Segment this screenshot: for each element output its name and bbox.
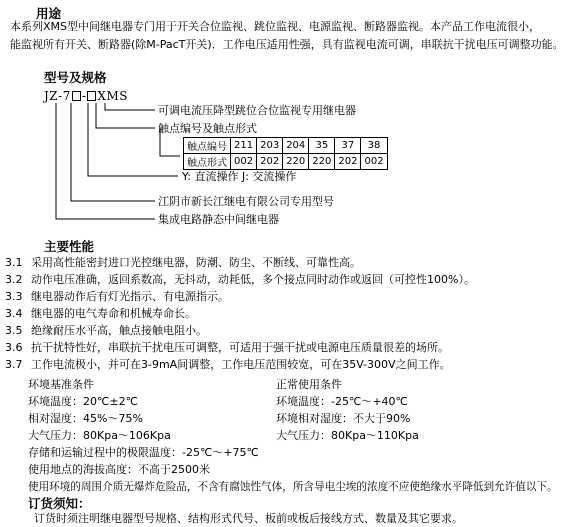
model-label-4: 江阴市新长江继电有限公司专用型号	[158, 195, 334, 208]
model-label-5: 集成电路静态中间继电器	[158, 213, 279, 226]
env-left-line: 大气压力：80Kpa～106Kpa	[28, 429, 171, 442]
feature-item	[5, 358, 451, 372]
table-cell: 触点编号	[184, 138, 231, 154]
feature-item	[5, 307, 196, 321]
feature-text: 继电器动作后有灯光指示、有电源指示。	[31, 290, 229, 303]
table-cell: 220	[309, 154, 335, 170]
table-cell: 204	[283, 138, 309, 154]
env-right-title: 正常使用条件	[276, 378, 342, 391]
usage-text-line-2: 能监视所有开关、断路器(除M-PacT开关)．工作电压适用性强，具有监视电流可调，串联抗干扰电压可调整功能。	[10, 38, 564, 51]
table-cell: 211	[231, 138, 257, 154]
feature-number: 3.7	[5, 358, 23, 371]
env-right-line: 环境相对湿度：不大于90%	[276, 412, 411, 425]
feature-number: 3.2	[5, 273, 23, 286]
table-cell: 触点形式	[184, 154, 231, 170]
feature-text: 工作电流极小，并可在3-9mA间调整，工作电压范围较宽，可在35V-300V之间工作。	[31, 358, 451, 371]
feature-text: 动作电压准确，返回系数高，无抖动，动耗低，多个接点同时动作或返回（可控性100%）。	[31, 273, 475, 286]
env-left-line: 相对湿度：45%～75%	[28, 412, 143, 425]
order-text: 订货时须注明继电器型号规格、结构形式代号、板前或板后接线方式、数量及其它要求。	[34, 512, 463, 525]
table-cell: 220	[283, 154, 309, 170]
feature-text: 绝缘耐压水平高，触点接触电阻小。	[31, 324, 207, 337]
model-label-2: 触点编号及触点形式	[158, 122, 257, 135]
contact-table-row-forms	[184, 154, 388, 170]
table-cell: 203	[257, 138, 283, 154]
feature-number: 3.6	[5, 341, 23, 354]
env-left-title: 环境基准条件	[28, 378, 94, 391]
features-title: 主要性能	[44, 239, 95, 254]
order-title: 订货须知：	[28, 496, 91, 511]
feature-number: 3.1	[5, 256, 23, 269]
contact-table	[183, 137, 388, 170]
table-cell: 202	[335, 154, 361, 170]
feature-number: 3.5	[5, 324, 23, 337]
table-cell: 38	[361, 138, 387, 154]
env-extra-line: 使用环境的周围介质无爆炸危险品，不含有腐蚀性气体，所含导电尘埃的浓度不应使绝缘水平降低到允许值以下。	[28, 481, 558, 493]
model-label-3: Y: 直流操作 J: 交流操作	[182, 170, 297, 183]
model-bracket-lines	[0, 0, 567, 260]
env-right-line: 环境温度：-25℃～+40℃	[276, 395, 408, 408]
feature-text: 抗干扰特性好，串联抗干扰电压可调整，可适用于强干扰或电源电压质量很差的场所。	[31, 341, 449, 354]
model-code-prefix: JZ-7	[44, 89, 71, 103]
model-code-dash: -	[81, 89, 87, 103]
env-left-line: 环境温度：20℃±2℃	[28, 395, 138, 408]
env-right-line: 大气压力：80Kpa～110Kpa	[276, 429, 419, 442]
feature-item	[5, 324, 207, 338]
feature-item	[5, 273, 475, 287]
env-extra-line: 存储和运输过程中的极限温度：-25℃～+75℃	[28, 446, 259, 459]
table-cell: 35	[309, 138, 335, 154]
contact-table-row-numbers	[184, 138, 388, 154]
feature-text: 采用高性能密封进口光控继电器，防潮、防尘、不断线、可靠性高。	[31, 256, 361, 269]
feature-item	[5, 256, 361, 270]
model-title: 型号及规格	[44, 70, 107, 85]
feature-number: 3.3	[5, 290, 23, 303]
feature-item	[5, 341, 449, 355]
table-cell: 202	[257, 154, 283, 170]
usage-text-line-1: 本系列XMS型中间继电器专门用于开关合位监视、跳位监视、电源监视、断路器监视。本产品工作电流很小，	[10, 20, 541, 33]
table-cell: 37	[335, 138, 361, 154]
feature-number: 3.4	[5, 307, 23, 320]
model-label-1: 可调电流压降型跳位合位监视专用继电器	[158, 104, 356, 117]
env-extra-line: 使用地点的海拔高度：不高于2500米	[28, 463, 210, 476]
usage-title: 用途	[36, 6, 62, 21]
model-code-suffix: XMS	[97, 89, 128, 103]
table-cell: 002	[231, 154, 257, 170]
feature-item	[5, 290, 229, 304]
table-cell: 002	[361, 154, 387, 170]
feature-text: 继电器的电气寿命和机械寿命长。	[31, 307, 196, 320]
